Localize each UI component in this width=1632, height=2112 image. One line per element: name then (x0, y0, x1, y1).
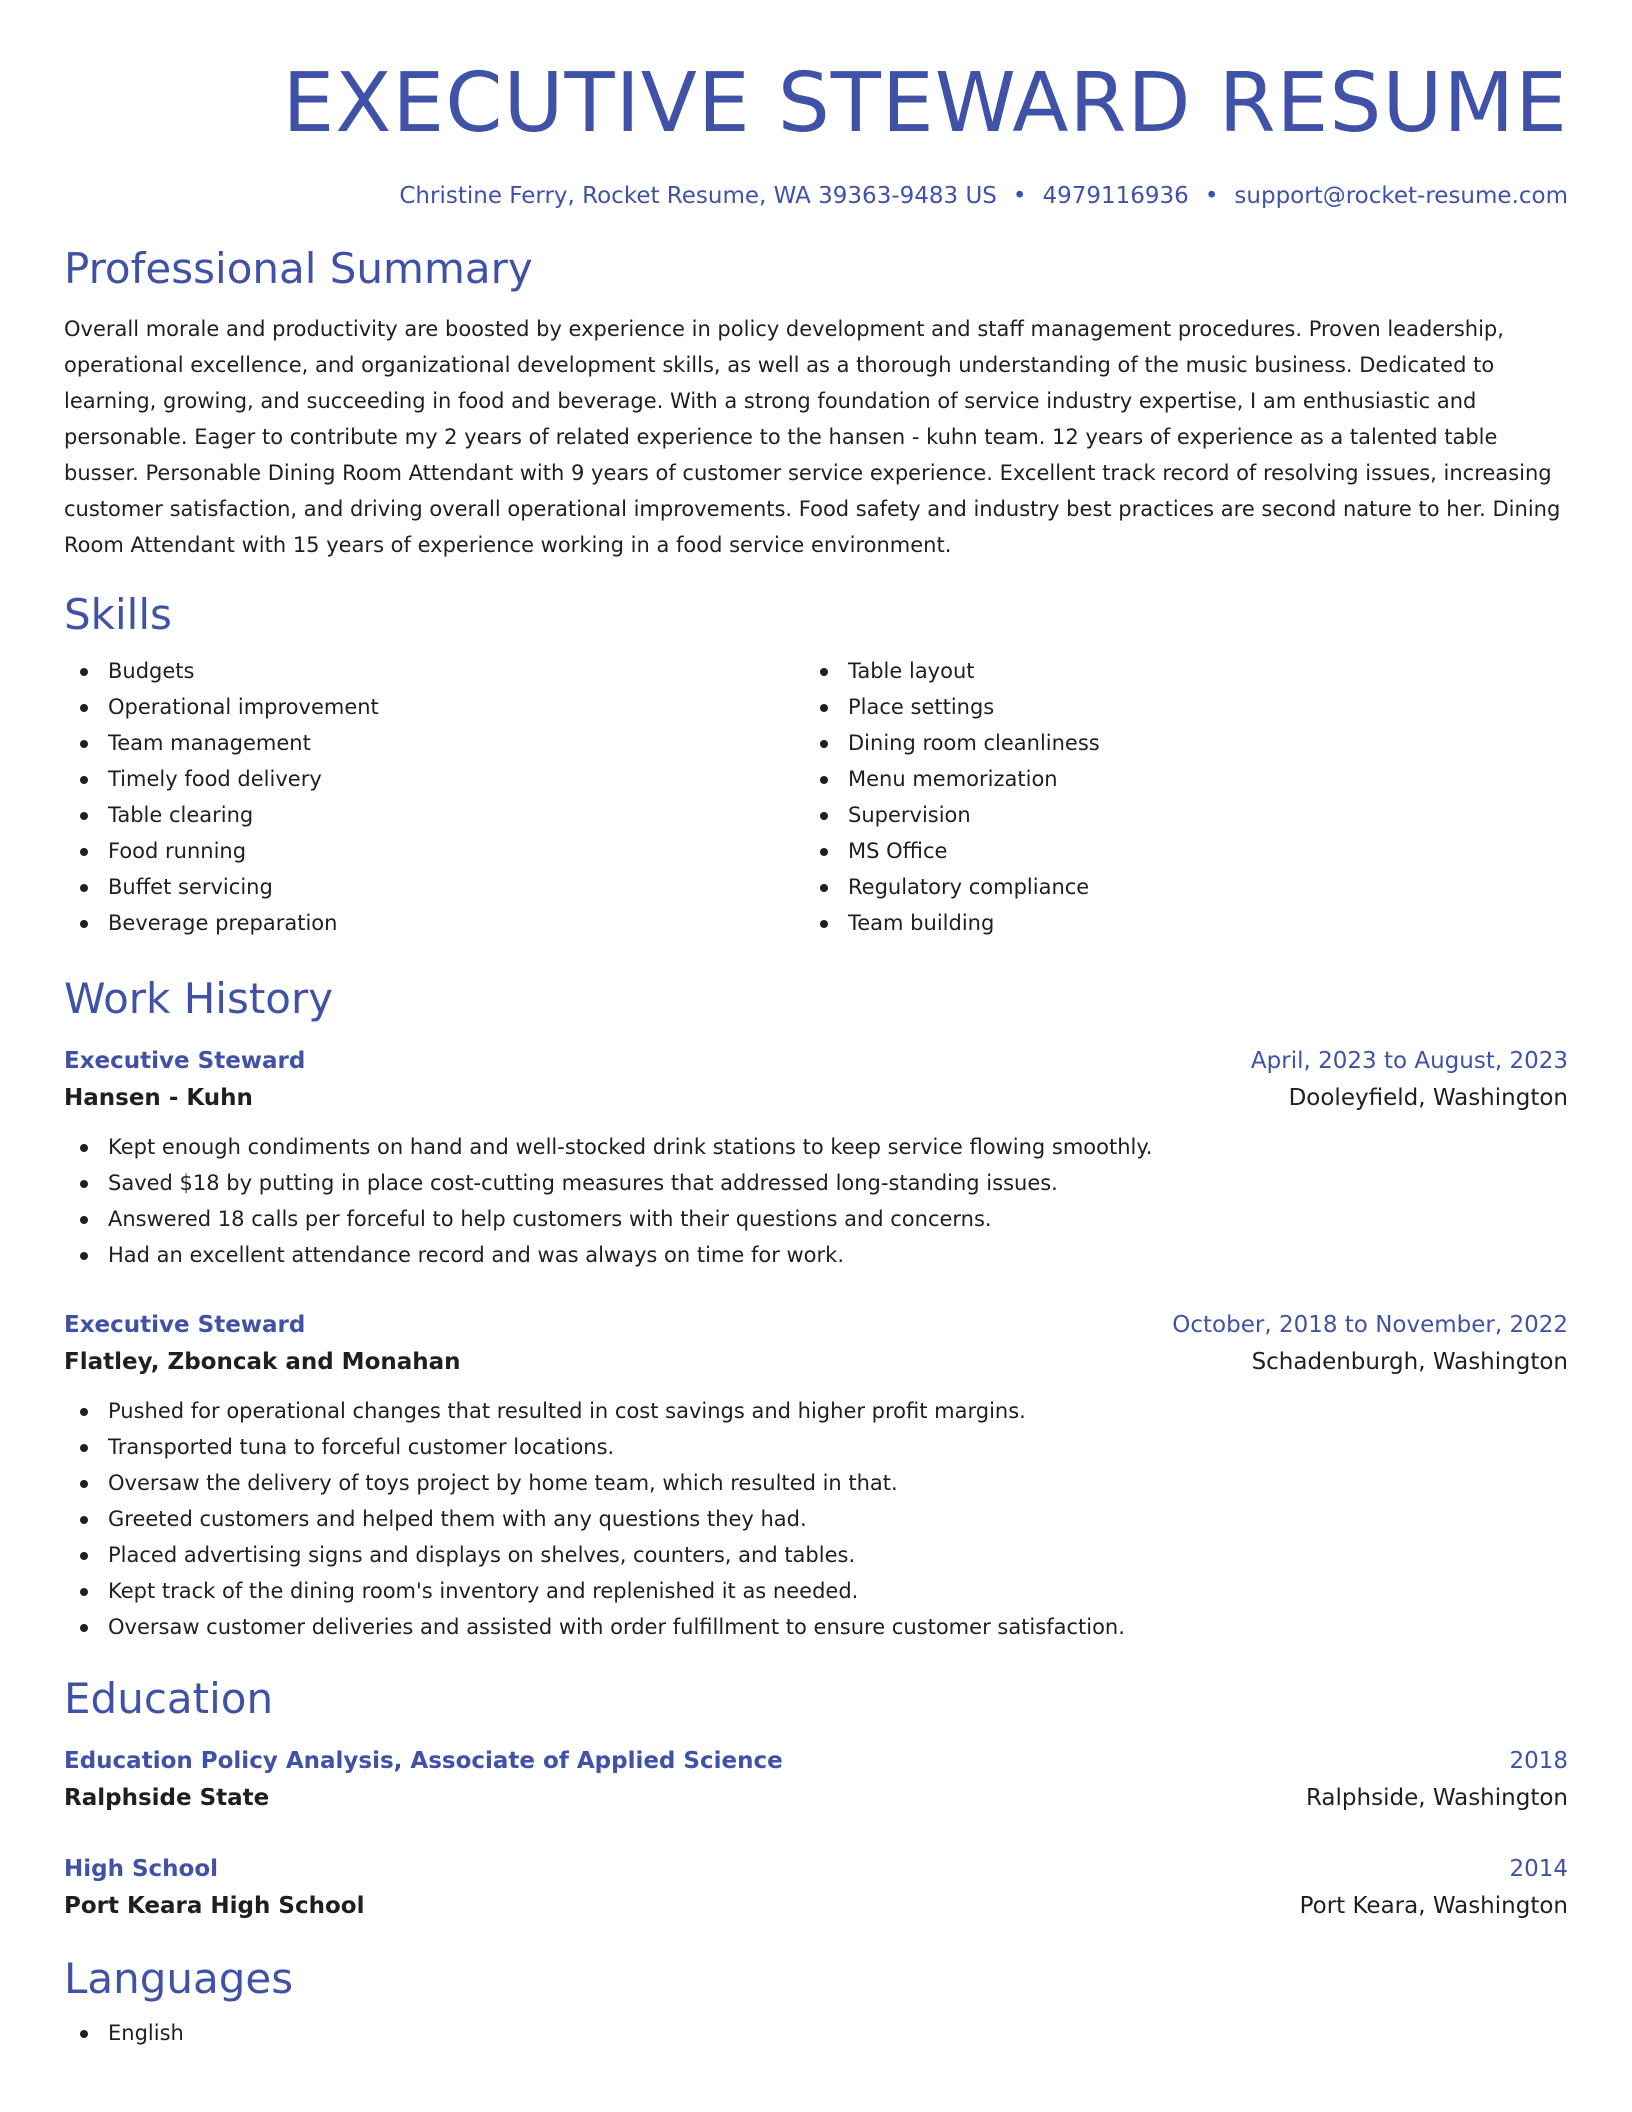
job-title: Executive Steward (64, 1048, 306, 1074)
languages-heading: Languages (64, 1954, 294, 2003)
resume-title: EXECUTIVE STEWARD RESUME (282, 56, 1568, 151)
skills-column-left (64, 653, 804, 941)
job-dates: October, 2018 to November, 2022 (1172, 1312, 1568, 1338)
job-bullet: Answered 18 calls per forceful to help customers with their questions and concerns. (64, 1201, 1568, 1237)
education-year: 2014 (1509, 1856, 1568, 1882)
job-bullets (64, 1129, 1568, 1273)
job-company: Flatley, Zboncak and Monahan (64, 1349, 461, 1375)
language-item: English (64, 2015, 1568, 2051)
skill-item: Beverage preparation (64, 905, 804, 941)
job-bullet: Transported tuna to forceful customer locations. (64, 1429, 1568, 1465)
education-entry (64, 1743, 1568, 1817)
skill-item: Regulatory compliance (804, 869, 1544, 905)
work-history-heading: Work History (64, 974, 334, 1023)
job-entry (64, 1307, 1568, 1645)
resume-page (64, 0, 1568, 2051)
skill-item: Food running (64, 833, 804, 869)
skill-item: Operational improvement (64, 689, 804, 725)
job-location: Dooleyfield, Washington (1288, 1085, 1568, 1111)
education-degree: High School (64, 1856, 219, 1882)
skills-heading: Skills (64, 590, 172, 639)
education-entry (64, 1851, 1568, 1925)
skill-item: Place settings (804, 689, 1544, 725)
contact-phone: 4979116936 (1042, 183, 1189, 209)
job-bullet: Kept track of the dining room's inventory and replenished it as needed. (64, 1573, 1568, 1609)
job-bullet: Placed advertising signs and displays on shelves, counters, and tables. (64, 1537, 1568, 1573)
job-bullet: Oversaw the delivery of toys project by home team, which resulted in that. (64, 1465, 1568, 1501)
job-bullets (64, 1393, 1568, 1645)
job-bullet: Had an excellent attendance record and was always on time for work. (64, 1237, 1568, 1273)
summary-heading: Professional Summary (64, 244, 533, 293)
contact-separator: • (1012, 183, 1027, 209)
education-school: Port Keara High School (64, 1893, 365, 1919)
education-school: Ralphside State (64, 1785, 270, 1811)
education-degree: Education Policy Analysis, Associate of Applied Science (64, 1748, 783, 1774)
skill-item: Supervision (804, 797, 1544, 833)
skill-item: Table layout (804, 653, 1544, 689)
skill-item: Table clearing (64, 797, 804, 833)
summary-text: Overall morale and productivity are boosted by experience in policy development and staff management procedures. Proven leadership, operational excellence, and organizational development skills, as well as a thorough understanding of the music business. Dedicated to learning, growing, and succeeding in food and beverage. With a strong foundation of service industry expertise, I am enthusiastic and personable. Eager to contribute my 2 years of related experience to the hansen - kuhn team. 12 years of experience as a talented table busser. Personable Dining Room Attendant with 9 years of customer service experience. Excellent track record of resolving issues, increasing customer satisfaction, and driving overall operational improvements. Food safety and industry best practices are second nature to her. Dining Room Attendant with 15 years of experience working in a food service environment. (64, 317, 1561, 557)
education-heading: Education (64, 1674, 274, 1723)
skill-item: Budgets (64, 653, 804, 689)
education-location: Port Keara, Washington (1299, 1893, 1568, 1919)
job-bullet: Kept enough condiments on hand and well-stocked drink stations to keep service flowing smoothly. (64, 1129, 1568, 1165)
job-bullet: Pushed for operational changes that resulted in cost savings and higher profit margins. (64, 1393, 1568, 1429)
education-year: 2018 (1509, 1748, 1568, 1774)
job-location: Schadenburgh, Washington (1251, 1349, 1568, 1375)
job-bullet: Greeted customers and helped them with any questions they had. (64, 1501, 1568, 1537)
education-location: Ralphside, Washington (1305, 1785, 1568, 1811)
skill-item: Timely food delivery (64, 761, 804, 797)
contact-address: Christine Ferry, Rocket Resume, WA 39363-9483 US (399, 183, 997, 209)
skill-item: Menu memorization (804, 761, 1544, 797)
skill-item: Team management (64, 725, 804, 761)
skill-item: Dining room cleanliness (804, 725, 1544, 761)
skill-item: Team building (804, 905, 1544, 941)
contact-line (64, 181, 1568, 211)
job-bullet: Oversaw customer deliveries and assisted with order fulfillment to ensure customer satisfaction. (64, 1609, 1568, 1645)
job-bullet: Saved $18 by putting in place cost-cutting measures that addressed long-standing issues. (64, 1165, 1568, 1201)
skills-list (64, 653, 1568, 941)
job-entry (64, 1043, 1568, 1273)
skill-item: Buffet servicing (64, 869, 804, 905)
job-dates: April, 2023 to August, 2023 (1250, 1048, 1568, 1074)
skills-column-right (804, 653, 1544, 941)
skill-item: MS Office (804, 833, 1544, 869)
job-title: Executive Steward (64, 1312, 306, 1338)
contact-email[interactable]: support@rocket-resume.com (1234, 183, 1568, 209)
job-company: Hansen - Kuhn (64, 1085, 253, 1111)
contact-separator: • (1204, 183, 1219, 209)
languages-list (64, 2015, 1568, 2051)
